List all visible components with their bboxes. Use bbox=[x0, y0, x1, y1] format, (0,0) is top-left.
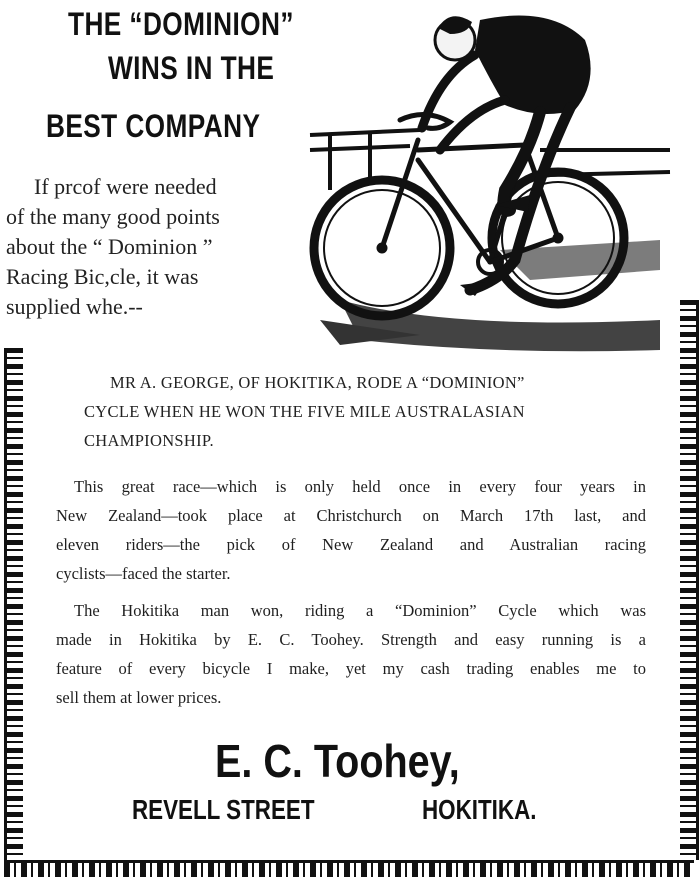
paragraph-line: cyclists—faced the starter. bbox=[56, 564, 231, 583]
intro-line: about the “ Dominion ” bbox=[6, 234, 213, 259]
paragraph-line: New Zealand—took place at Christchurch on March 17th last, and bbox=[56, 506, 646, 525]
announcement-line: CHAMPIONSHIP. bbox=[84, 431, 214, 450]
paragraph-line: feature of every bicycle I make, yet my cash trading enables me to bbox=[56, 659, 646, 678]
headline-line-1: THE “DOMINION” bbox=[68, 6, 294, 42]
cyclist-illustration bbox=[300, 0, 680, 360]
right-ornamental-border bbox=[680, 300, 699, 860]
address-street: REVELL STREET bbox=[132, 794, 315, 825]
announcement-line: CYCLE WHEN HE WON THE FIVE MILE AUSTRALASIAN bbox=[84, 402, 525, 421]
announcement-text bbox=[84, 368, 654, 455]
intro-line: of the many good points bbox=[6, 204, 220, 229]
paragraph-line: sell them at lower prices. bbox=[56, 688, 222, 707]
left-ornamental-border bbox=[4, 348, 23, 860]
maker-paragraph bbox=[56, 596, 646, 712]
announcement-line: MR A. GEORGE, OF HOKITIKA, RODE A “DOMINION” bbox=[110, 373, 525, 392]
paragraph-line: made in Hokitika by E. C. Toohey. Strength and easy running is a bbox=[56, 630, 646, 649]
paragraph-line: eleven riders—the pick of New Zealand and Australian racing bbox=[56, 535, 646, 554]
headline-line-2: WINS IN THE bbox=[108, 50, 275, 86]
headline-line-3: BEST COMPANY bbox=[46, 108, 261, 144]
paragraph-line: The Hokitika man won, riding a “Dominion” Cycle which was bbox=[74, 601, 646, 620]
intro-text bbox=[6, 172, 306, 322]
address-town: HOKITIKA. bbox=[422, 794, 537, 825]
merchant-name: E. C. Toohey, bbox=[215, 735, 460, 787]
bottom-ornamental-border bbox=[4, 860, 694, 877]
paragraph-line: This great race—which is only held once in every four years in bbox=[74, 477, 646, 496]
intro-line: supplied whe.-- bbox=[6, 294, 143, 319]
intro-line: If prcof were needed bbox=[34, 174, 217, 199]
intro-line: Racing Bic,cle, it was bbox=[6, 264, 199, 289]
race-paragraph bbox=[56, 472, 646, 588]
